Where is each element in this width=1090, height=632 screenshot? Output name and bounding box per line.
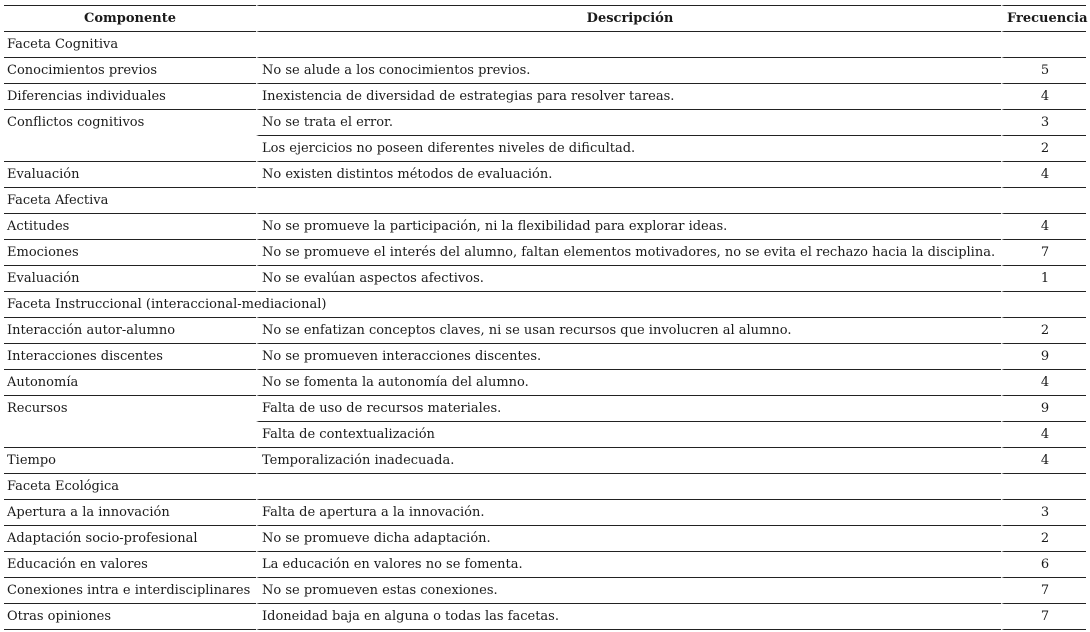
- cell-componente: Conocimientos previos: [4, 57, 256, 83]
- cell-descripcion: Idoneidad baja en alguna o todas las facetas.: [256, 603, 1001, 630]
- cell-frecuencia: 6: [1001, 551, 1086, 577]
- table-row: [4, 551, 1086, 577]
- cell-descripcion: Temporalización inadecuada.: [256, 447, 1001, 473]
- header-frecuencia: Frecuencia: [1001, 5, 1086, 31]
- cell-frecuencia: [1001, 187, 1086, 213]
- cell-componente: Interacciones discentes: [4, 343, 256, 369]
- cell-descripcion: No se alude a los conocimientos previos.: [256, 57, 1001, 83]
- cell-componente: Adaptación socio-profesional: [4, 525, 256, 551]
- cell-frecuencia: 4: [1001, 369, 1086, 395]
- cell-componente: Interacción autor-alumno: [4, 317, 256, 343]
- cell-frecuencia: 2: [1001, 525, 1086, 551]
- cell-componente: Actitudes: [4, 213, 256, 239]
- cell-frecuencia: 4: [1001, 83, 1086, 109]
- cell-descripcion: No se enfatizan conceptos claves, ni se usan recursos que involucren al alumno.: [256, 317, 1001, 343]
- cell-frecuencia: [1001, 291, 1086, 317]
- cell-componente: Autonomía: [4, 369, 256, 395]
- section-row: [4, 473, 1086, 499]
- cell-frecuencia: [1001, 473, 1086, 499]
- cell-frecuencia: 4: [1001, 213, 1086, 239]
- cell-descripcion: Los ejercicios no poseen diferentes niveles de dificultad.: [256, 135, 1001, 161]
- table-row: [4, 577, 1086, 603]
- cell-frecuencia: 2: [1001, 317, 1086, 343]
- cell-componente: Faceta Cognitiva: [4, 31, 256, 57]
- cell-descripcion: Falta de apertura a la innovación.: [256, 499, 1001, 525]
- cell-descripcion: No se promueve la participación, ni la flexibilidad para explorar ideas.: [256, 213, 1001, 239]
- cell-frecuencia: 5: [1001, 57, 1086, 83]
- section-row: [4, 291, 1086, 317]
- table-row: [4, 161, 1086, 187]
- cell-descripcion: No se promueven interacciones discentes.: [256, 343, 1001, 369]
- cell-frecuencia: [1001, 31, 1086, 57]
- cell-frecuencia: 3: [1001, 109, 1086, 135]
- cell-componente: Otras opiniones: [4, 603, 256, 630]
- table-row: [4, 317, 1086, 343]
- table-row: [4, 603, 1086, 630]
- cell-componente: Faceta Afectiva: [4, 187, 256, 213]
- section-row: [4, 31, 1086, 57]
- cell-componente: Conflictos cognitivos: [4, 109, 256, 135]
- cell-frecuencia: 7: [1001, 577, 1086, 603]
- cell-descripcion: No se promueve el interés del alumno, faltan elementos motivadores, no se evita el rechazo hacia la disciplina.: [256, 239, 1001, 265]
- table-row: [4, 135, 1086, 161]
- table-header-row: [4, 5, 1086, 31]
- section-row: [4, 187, 1086, 213]
- cell-componente: Tiempo: [4, 447, 256, 473]
- cell-componente: Apertura a la innovación: [4, 499, 256, 525]
- table-row: [4, 83, 1086, 109]
- table-row: [4, 343, 1086, 369]
- cell-frecuencia: 4: [1001, 161, 1086, 187]
- frequency-table: [4, 5, 1086, 630]
- cell-descripcion: Inexistencia de diversidad de estrategias para resolver tareas.: [256, 83, 1001, 109]
- cell-descripcion: No se promueven estas conexiones.: [256, 577, 1001, 603]
- cell-frecuencia: 4: [1001, 421, 1086, 447]
- cell-frecuencia: 9: [1001, 395, 1086, 421]
- cell-componente: Educación en valores: [4, 551, 256, 577]
- cell-componente: Emociones: [4, 239, 256, 265]
- cell-descripcion: No existen distintos métodos de evaluación.: [256, 161, 1001, 187]
- cell-frecuencia: 7: [1001, 239, 1086, 265]
- cell-frecuencia: 4: [1001, 447, 1086, 473]
- cell-componente: Conexiones intra e interdisciplinares: [4, 577, 256, 603]
- cell-componente: Evaluación: [4, 265, 256, 291]
- table-row: [4, 395, 1086, 421]
- cell-componente: Faceta Ecológica: [4, 473, 256, 499]
- table-row: [4, 213, 1086, 239]
- cell-componente: [4, 421, 256, 447]
- cell-frecuencia: 1: [1001, 265, 1086, 291]
- header-componente: Componente: [4, 5, 256, 31]
- cell-componente: Evaluación: [4, 161, 256, 187]
- table-row: [4, 265, 1086, 291]
- cell-descripcion: No se fomenta la autonomía del alumno.: [256, 369, 1001, 395]
- cell-descripcion: [256, 473, 1001, 499]
- cell-componente: [4, 135, 256, 161]
- table-row: [4, 421, 1086, 447]
- table-row: [4, 57, 1086, 83]
- cell-componente: Diferencias individuales: [4, 83, 256, 109]
- cell-descripcion: No se promueve dicha adaptación.: [256, 525, 1001, 551]
- cell-descripcion: [256, 31, 1001, 57]
- table-row: [4, 109, 1086, 135]
- table-row: [4, 525, 1086, 551]
- cell-componente: Faceta Instruccional (interaccional-mediacional): [4, 291, 256, 317]
- cell-descripcion: Falta de uso de recursos materiales.: [256, 395, 1001, 421]
- cell-descripcion: [256, 187, 1001, 213]
- cell-frecuencia: 7: [1001, 603, 1086, 630]
- table-row: [4, 447, 1086, 473]
- cell-frecuencia: 9: [1001, 343, 1086, 369]
- cell-descripcion: [256, 291, 1001, 317]
- table-row: [4, 239, 1086, 265]
- table-row: [4, 369, 1086, 395]
- cell-descripcion: La educación en valores no se fomenta.: [256, 551, 1001, 577]
- header-descripcion: Descripción: [256, 5, 1001, 31]
- cell-frecuencia: 2: [1001, 135, 1086, 161]
- table-row: [4, 499, 1086, 525]
- cell-descripcion: No se evalúan aspectos afectivos.: [256, 265, 1001, 291]
- cell-descripcion: No se trata el error.: [256, 109, 1001, 135]
- cell-descripcion: Falta de contextualización: [256, 421, 1001, 447]
- cell-frecuencia: 3: [1001, 499, 1086, 525]
- cell-componente: Recursos: [4, 395, 256, 421]
